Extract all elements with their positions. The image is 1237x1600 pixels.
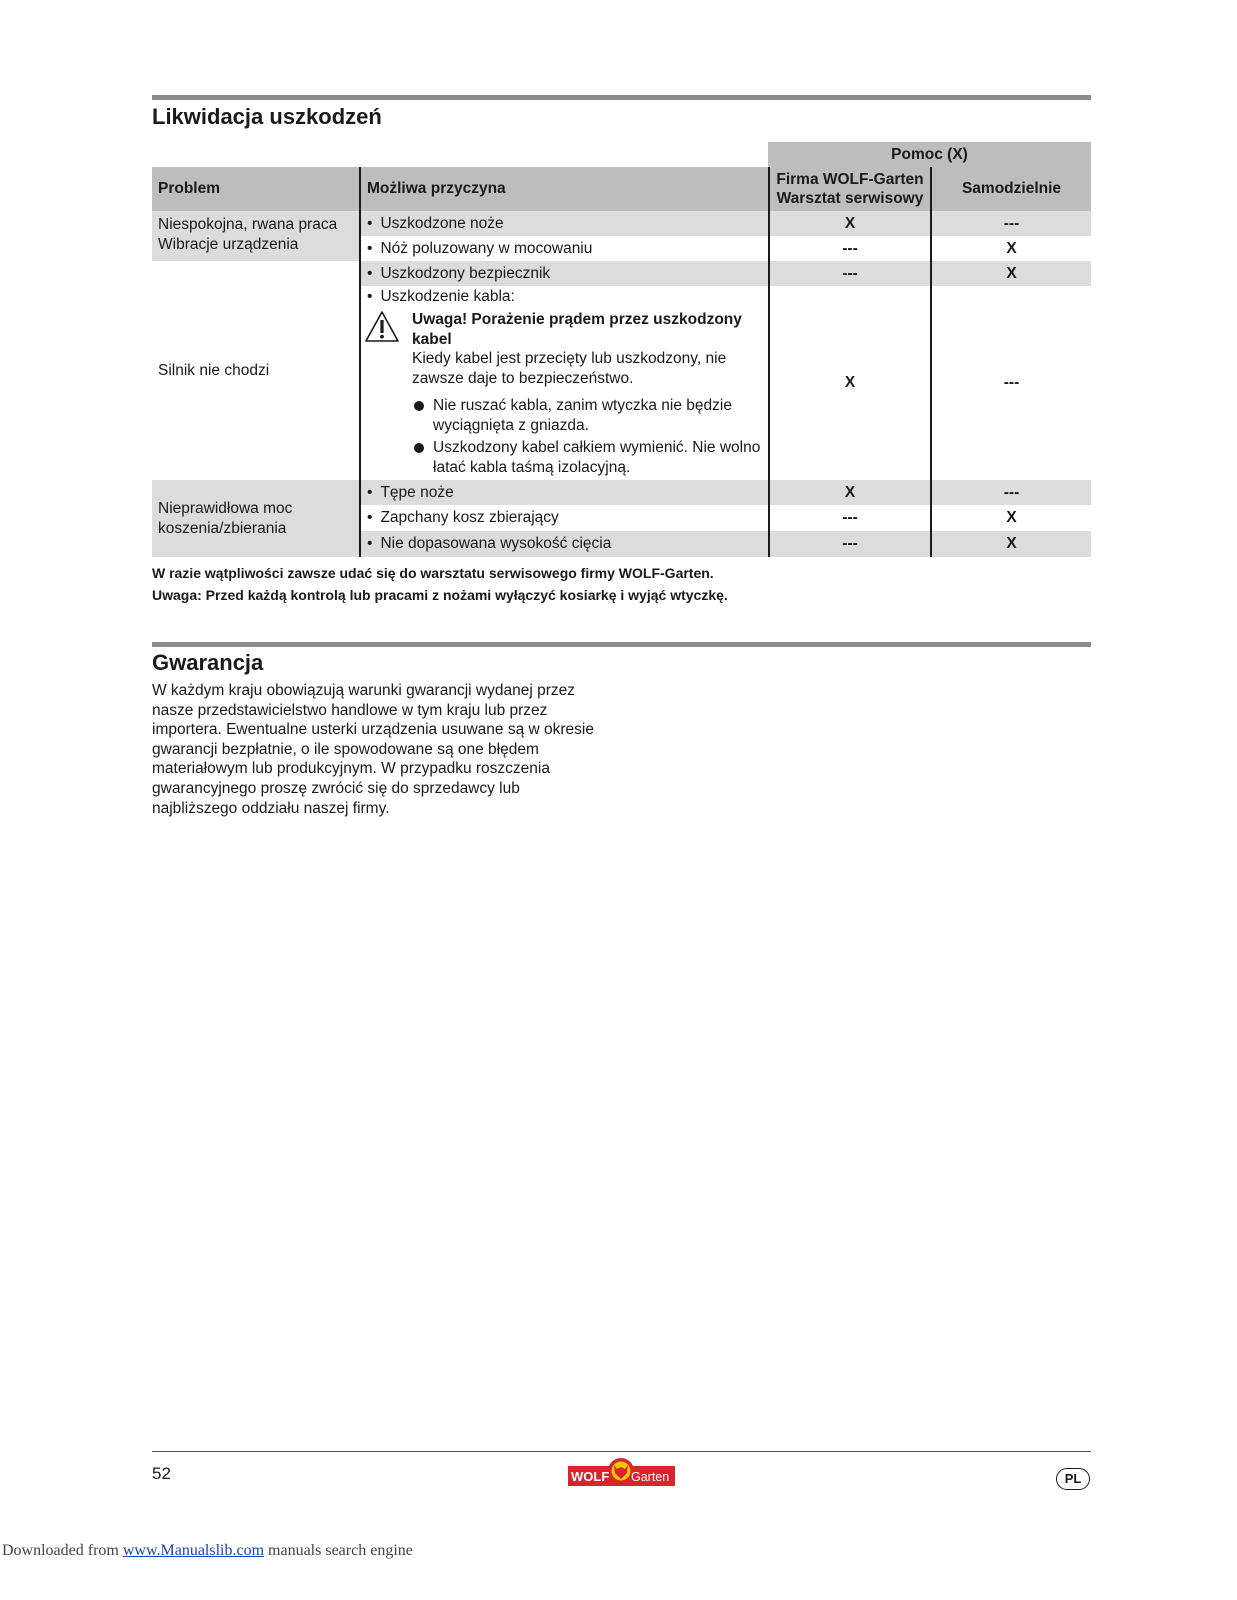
warning-text: Kiedy kabel jest przecięty lub uszkodzony, nie zawsze daje to bezpieczeństwo. (412, 350, 727, 387)
warning-item-text: Uszkodzony kabel całkiem wymienić. Nie wolno łatać kabla taśmą izolacyjną. (433, 439, 761, 476)
table-row (152, 211, 1091, 236)
self-cell: --- (930, 480, 1091, 505)
service-cell: X (768, 480, 930, 505)
warning-icon (364, 310, 400, 343)
table-row (152, 236, 1091, 261)
problem-text: Wibracje urządzenia (158, 236, 299, 253)
warranty-line: gwarancyjnego proszę zwrócić się do sprzedawcy lub (152, 779, 520, 797)
warning-item (412, 438, 772, 477)
column-header-row (152, 167, 1091, 211)
section-rule (152, 642, 1091, 647)
service-cell: --- (768, 261, 930, 286)
problem-text: koszenia/zbierania (158, 519, 287, 537)
warning-title: Uwaga! Porażenie prądem przez uszkodzony kabel (412, 311, 742, 348)
help-header-row (152, 142, 1091, 167)
warranty-line: nasze przedstawicielstwo handlowe w tym kraju lub przez (152, 701, 548, 719)
warranty-title: Gwarancja (152, 650, 264, 675)
warning-item-text: Nie ruszać kabla, zanim wtyczka nie będzie wyciągnięta z gniazda. (433, 397, 732, 434)
bullet-dot-icon (414, 401, 424, 411)
problem-text: Nieprawidłowa moc (158, 499, 293, 517)
warranty-text (152, 681, 622, 818)
bullet-dot-icon (414, 443, 424, 453)
cause-cell: • Uszkodzone noże (359, 211, 768, 236)
logo-left-text: WOLF (571, 1469, 610, 1484)
language-badge: PL (1056, 1468, 1090, 1490)
logo-right-text: Garten (631, 1470, 670, 1484)
wolf-garten-logo (568, 1457, 675, 1487)
service-cell: --- (768, 236, 930, 261)
self-cell: X (930, 236, 1091, 261)
download-prefix: Downloaded from (2, 1542, 123, 1559)
cause-cell: • Nie dopasowana wysokość cięcia (359, 531, 768, 557)
page-number: 52 (152, 1464, 171, 1483)
self-cell: X (930, 261, 1091, 286)
warning-block (364, 310, 764, 480)
cause-cell: • Zapchany kosz zbierający (359, 505, 768, 531)
service-cell: --- (768, 531, 930, 557)
self-cell: X (930, 505, 1091, 531)
warranty-line: W każdym kraju obowiązują warunki gwarancji wydanej przez (152, 682, 575, 699)
table-row (152, 531, 1091, 557)
problem-text: Niespokojna, rwana praca (158, 216, 338, 233)
service-cell: --- (768, 505, 930, 531)
manualslib-link[interactable]: www.Manualslib.com (122, 1542, 265, 1559)
cause-cell: • Nóż poluzowany w mocowaniu (359, 236, 768, 261)
col-problem: Problem (152, 167, 359, 211)
note-service: W razie wątpliwości zawsze udać się do warsztatu serwisowego firmy WOLF-Garten. (152, 565, 714, 581)
col-cause: Możliwa przyczyna (359, 167, 768, 211)
table-row (152, 261, 1091, 286)
col-service-line2: Warsztat serwisowy (776, 190, 924, 207)
warranty-line: materiałowym lub produkcyjnym. W przypadku roszczenia (152, 760, 550, 778)
help-header: Pomoc (X) (768, 142, 1091, 167)
col-service-line1: Firma WOLF-Garten (776, 170, 924, 188)
table-row (152, 480, 1091, 505)
problem-cell: Silnik nie chodzi (158, 361, 270, 379)
service-cell: X (768, 286, 930, 480)
section-rule (152, 95, 1091, 100)
warranty-line: gwarancji bezpłatnie, o ile spowodowane są one błędem (152, 740, 539, 758)
cause-cell: • Tępe noże (359, 480, 768, 505)
warning-item (412, 396, 772, 435)
col-service (768, 167, 930, 211)
warranty-line: najbliższego oddziału naszej firmy. (152, 799, 390, 817)
download-suffix: manuals search engine (264, 1542, 413, 1559)
troubleshooting-title: Likwidacja uszkodzeń (152, 104, 382, 129)
self-cell: --- (930, 286, 1091, 480)
self-cell: X (930, 531, 1091, 557)
table-row (152, 505, 1091, 531)
cause-text: • Uszkodzenie kabla: (367, 288, 515, 306)
note-warning: Uwaga: Przed każdą kontrolą lub pracami z nożami wyłączyć kosiarkę i wyjąć wtyczkę. (152, 587, 728, 603)
service-cell: X (768, 211, 930, 236)
cause-cell: • Uszkodzony bezpiecznik (359, 261, 768, 286)
self-cell: --- (930, 211, 1091, 236)
warranty-line: importera. Ewentualne usterki urządzenia usuwane są w okresie (152, 721, 594, 739)
col-self: Samodzielnie (930, 167, 1091, 211)
footer-rule (152, 1451, 1091, 1452)
download-credit (2, 1542, 413, 1560)
